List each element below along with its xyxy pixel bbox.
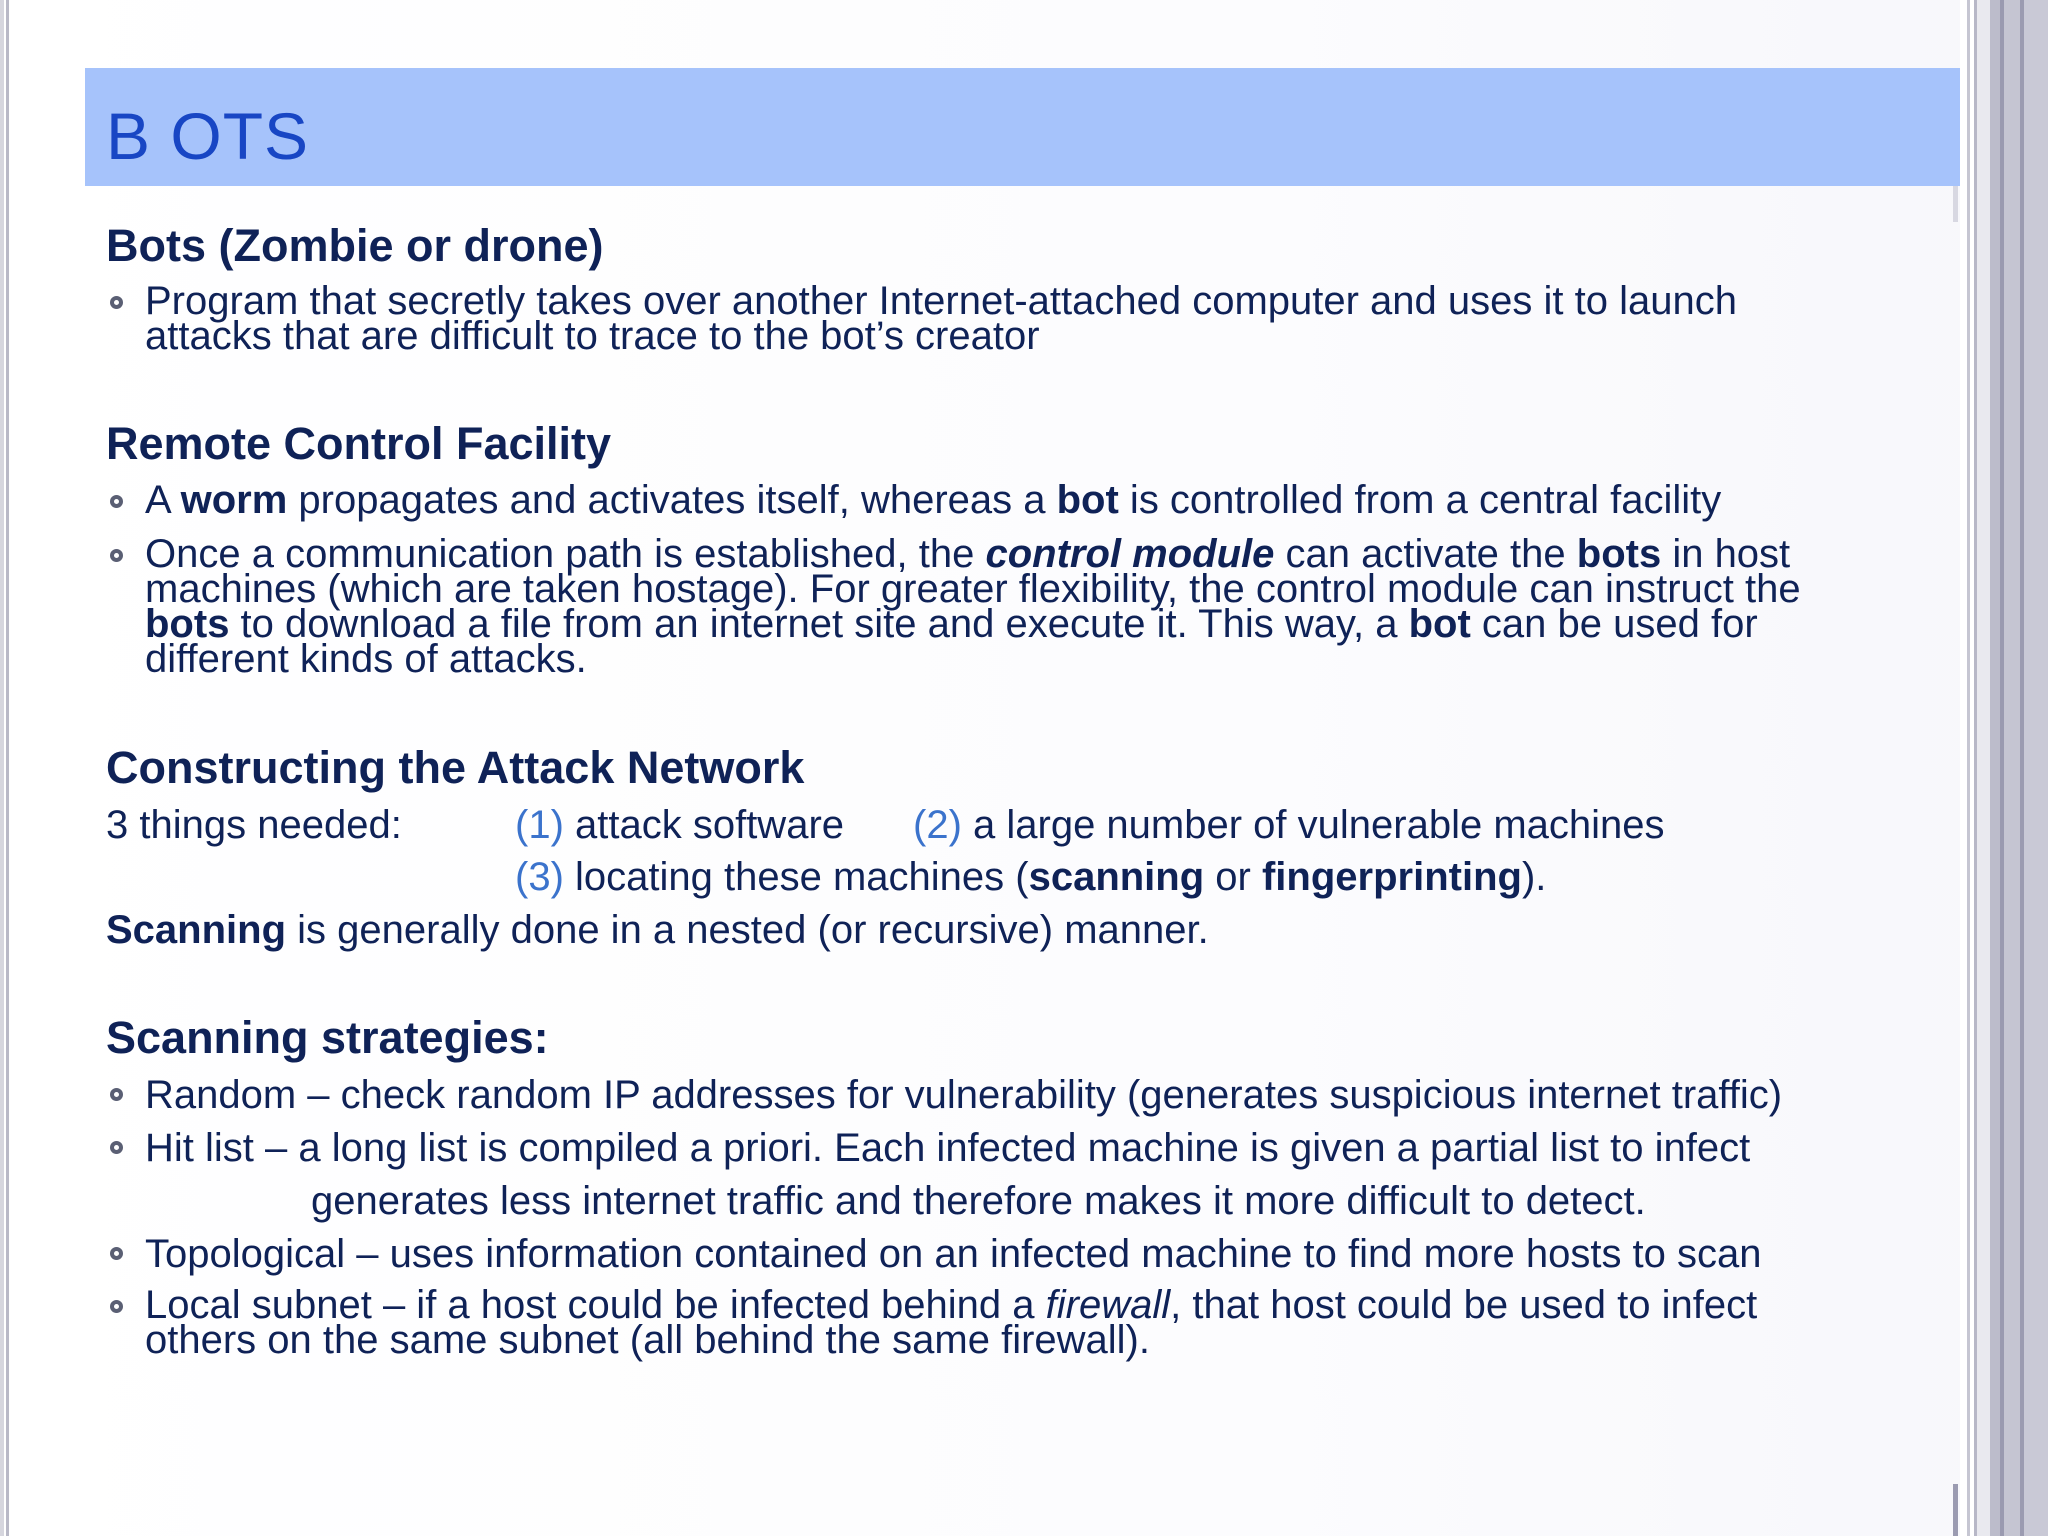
text-span: or	[1204, 855, 1262, 899]
text-span: ).	[1521, 855, 1547, 899]
bold-term: worm	[180, 478, 288, 522]
bullet-text-control-module	[145, 532, 1945, 681]
text-span: is generally done in a nested (or recursive) manner.	[286, 908, 1209, 952]
text-line: different kinds of attacks.	[145, 637, 587, 681]
bullet-text-worm-vs-bot	[145, 478, 1945, 522]
text-line: Program that secretly takes over another Internet-attached computer and uses it to launch	[145, 279, 1737, 323]
text-span: can be used for	[1470, 602, 1758, 646]
item-number: (3)	[515, 855, 564, 899]
text-span: attack software	[563, 803, 845, 847]
decorative-tick	[1953, 1484, 1958, 1536]
strategy-random: Random – check random IP addresses for vulnerability (generates suspicious internet traffic)	[145, 1073, 1783, 1117]
text-span: locating these machines (	[563, 855, 1029, 899]
scanning-statement	[106, 907, 1209, 953]
text-span: to download a file from an internet site and execute it. This way, a	[229, 602, 1409, 646]
heading-remote-control: Remote Control Facility	[106, 418, 612, 469]
text-span: Once a communication path is established, the	[145, 532, 986, 576]
text-span: a large number of vulnerable machines	[961, 803, 1665, 847]
bold-term: bots	[145, 602, 230, 646]
bullet-icon	[110, 296, 123, 309]
left-border	[0, 0, 13, 1536]
italic-term: firewall	[1045, 1283, 1171, 1327]
bold-italic-term: control module	[985, 532, 1275, 576]
bullet-icon	[110, 549, 123, 562]
bold-term: fingerprinting	[1261, 855, 1522, 899]
text-line: attacks that are difficult to trace to the bot’s creator	[145, 314, 1040, 358]
text-span: can activate the	[1274, 532, 1577, 576]
bold-term: bots	[1576, 532, 1662, 576]
strategy-local-subnet	[145, 1283, 1945, 1362]
text-span: A	[145, 478, 181, 522]
text-span: in host	[1661, 532, 1791, 576]
text-line: others on the same subnet (all behind the same firewall).	[145, 1318, 1150, 1362]
text-span: is controlled from a central facility	[1118, 478, 1722, 522]
bullet-text-bots-definition	[145, 279, 1945, 358]
bullet-icon	[110, 1088, 123, 1101]
text-span: Local subnet – if a host could be infected behind a	[145, 1283, 1046, 1327]
bold-term: Scanning	[106, 908, 287, 952]
bullet-icon	[110, 1141, 123, 1154]
bold-term: bot	[1408, 602, 1471, 646]
need-item-1	[515, 802, 844, 848]
item-number: (2)	[913, 803, 962, 847]
text-span: propagates and activates itself, whereas a	[287, 478, 1057, 522]
text-span: , that host could be used to infect	[1170, 1283, 1758, 1327]
title-band	[85, 68, 1960, 186]
heading-scanning-strategies: Scanning strategies:	[106, 1012, 549, 1063]
heading-bots: Bots (Zombie or drone)	[106, 220, 604, 271]
strategy-hit-list-cont: generates less internet traffic and therefore makes it more difficult to detect.	[311, 1179, 1646, 1223]
strategy-hit-list: Hit list – a long list is compiled a priori. Each infected machine is given a partial list to infect	[145, 1126, 1751, 1170]
bullet-icon	[110, 495, 123, 508]
decorative-tick	[1953, 185, 1958, 222]
bullet-icon	[110, 1300, 123, 1313]
bullet-icon	[110, 1247, 123, 1260]
need-item-2	[913, 802, 1665, 848]
slide-title: B OTS	[106, 99, 310, 173]
item-number: (1)	[515, 803, 564, 847]
bold-term: scanning	[1028, 855, 1205, 899]
heading-attack-network: Constructing the Attack Network	[106, 742, 805, 793]
text-line: machines (which are taken hostage). For greater flexibility, the control module can instruct the	[145, 567, 1801, 611]
right-decoration	[1960, 0, 2048, 1536]
three-things-label: 3 things needed:	[106, 803, 402, 847]
strategy-topological: Topological – uses information contained on an infected machine to find more hosts to scan	[145, 1232, 1762, 1276]
bold-term: bot	[1056, 478, 1119, 522]
need-item-3	[515, 854, 1546, 900]
